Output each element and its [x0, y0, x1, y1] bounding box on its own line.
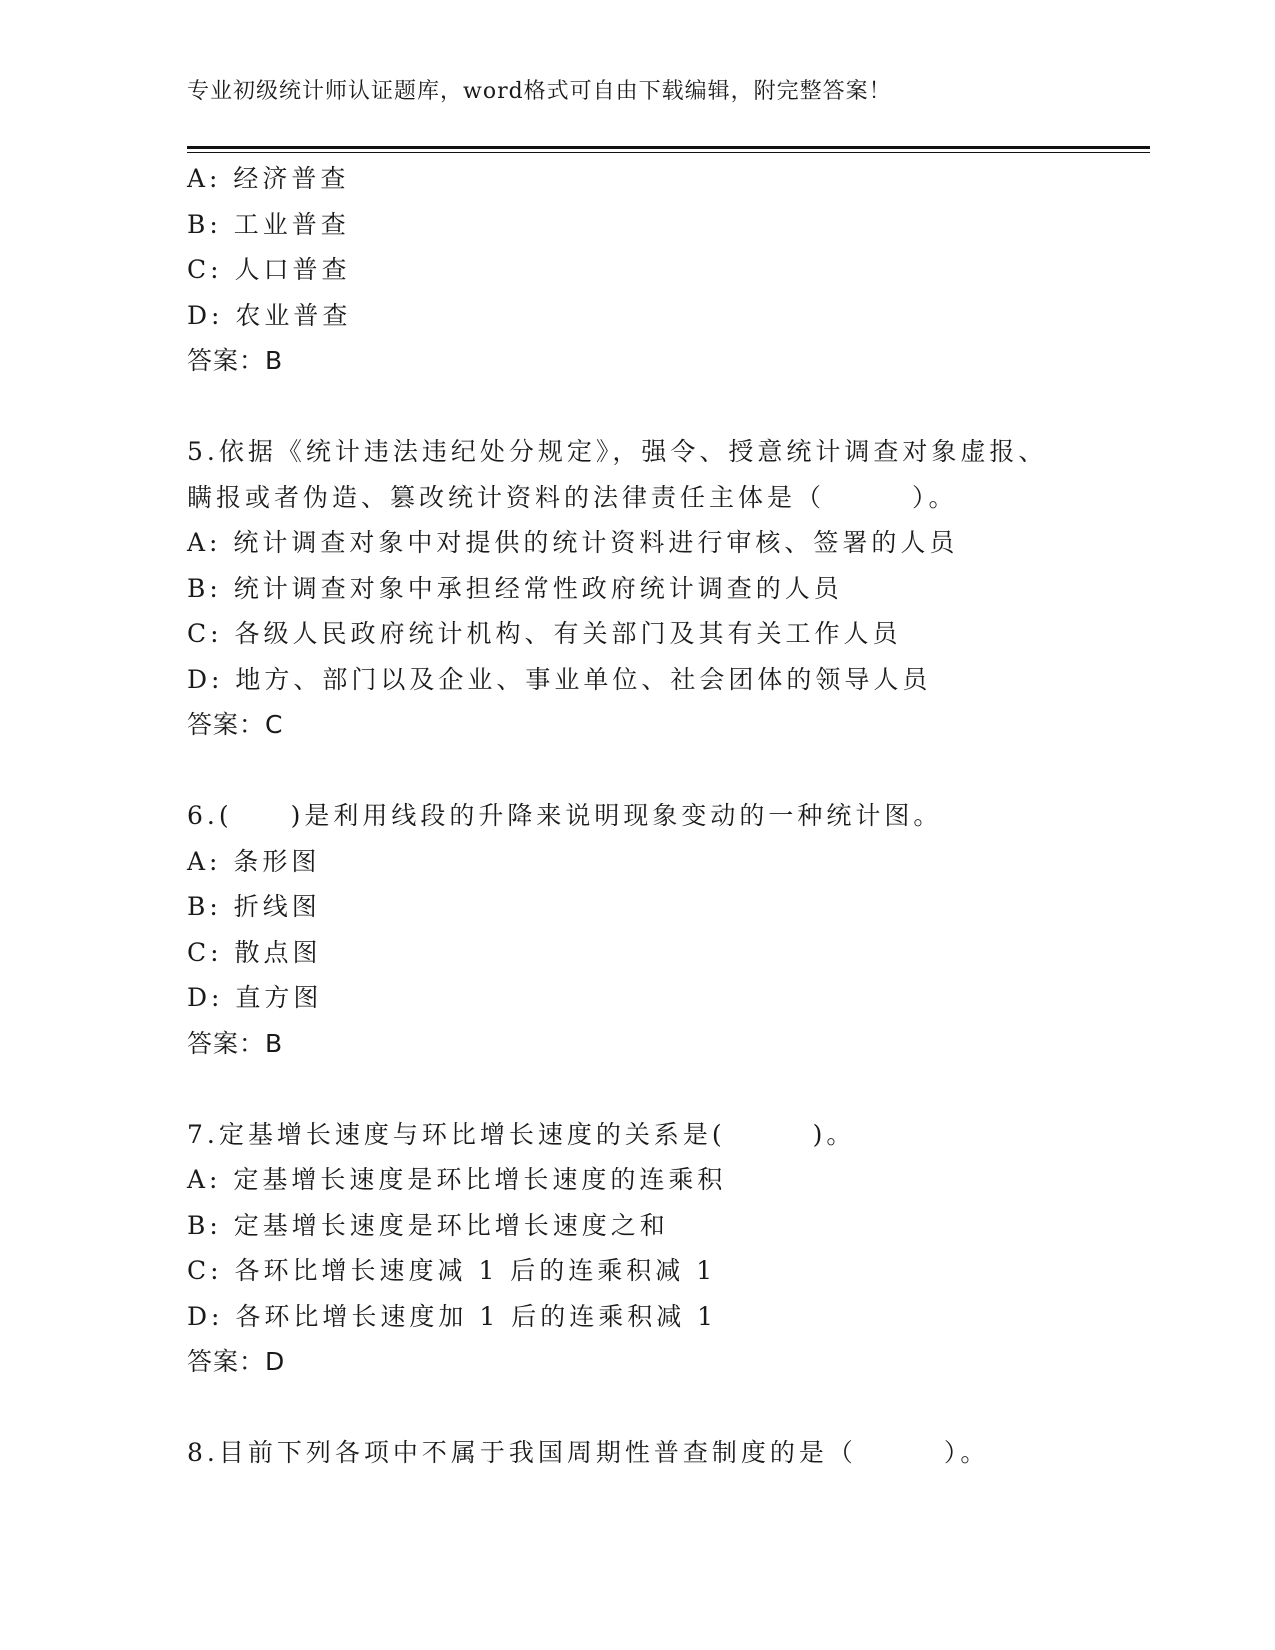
option-d: D: 地方、部门以及企业、事业单位、社会团体的领导人员 [187, 664, 932, 694]
option-b: B: 折线图 [187, 892, 321, 921]
spacer [187, 748, 1147, 794]
option-c: C: 各环比增长速度减 1 后的连乘积减 1 [187, 1256, 717, 1285]
option-a: A: 定基增长速度是环比增长速度的连乘积 [187, 1165, 727, 1194]
question-block-4 [187, 156, 1147, 384]
option-a: A: 条形图 [187, 846, 321, 876]
spacer [187, 1385, 1147, 1431]
question-stem: 5.依据《统计违法违纪处分规定》，强令、授意统计调查对象虚报、 [187, 437, 1048, 466]
question-stem: 8.目前下列各项中不属于我国周期性普查制度的是（ ）。 [187, 1438, 990, 1467]
question-block-7 [187, 1112, 1147, 1385]
option-d: D: 各环比增长速度加 1 后的连乘积减 1 [187, 1301, 718, 1331]
option-c: C: 各级人民政府统计机构、有关部门及其有关工作人员 [187, 619, 902, 648]
option-d: D: 农业普查 [187, 300, 352, 330]
document-header: 专业初级统计师认证题库，word格式可自由下载编辑，附完整答案！ [187, 79, 892, 104]
question-block-8 [187, 1430, 1147, 1476]
question-stem: 7.定基增长速度与环比增长速度的关系是( )。 [187, 1119, 856, 1149]
option-a: A: 统计调查对象中对提供的统计资料进行审核、签署的人员 [187, 528, 959, 557]
option-a: A: 经济普查 [187, 164, 350, 193]
question-content [187, 156, 1147, 1476]
option-c: C: 散点图 [187, 937, 322, 967]
answer-line: 答案：C [187, 710, 284, 739]
answer-line: 答案：B [187, 346, 284, 375]
option-d: D: 直方图 [187, 983, 323, 1012]
option-c: C: 人口普查 [187, 255, 351, 284]
spacer [187, 1066, 1147, 1112]
question-block-5 [187, 429, 1147, 748]
spacer [187, 384, 1147, 430]
answer-line: 答案：B [187, 1028, 284, 1058]
header-divider-thin [187, 152, 1150, 153]
option-b: B: 定基增长速度是环比增长速度之和 [187, 1210, 669, 1240]
question-stem-continued: 瞒报或者伪造、篡改统计资料的法律责任主体是（ ）。 [187, 482, 958, 512]
answer-line: 答案：D [187, 1347, 286, 1376]
header-divider-thick [187, 146, 1150, 149]
option-b: B: 工业普查 [187, 209, 350, 239]
question-stem: 6.( )是利用线段的升降来说明现象变动的一种统计图。 [187, 801, 943, 830]
option-b: B: 统计调查对象中承担经常性政府统计调查的人员 [187, 573, 843, 603]
question-block-6 [187, 793, 1147, 1066]
